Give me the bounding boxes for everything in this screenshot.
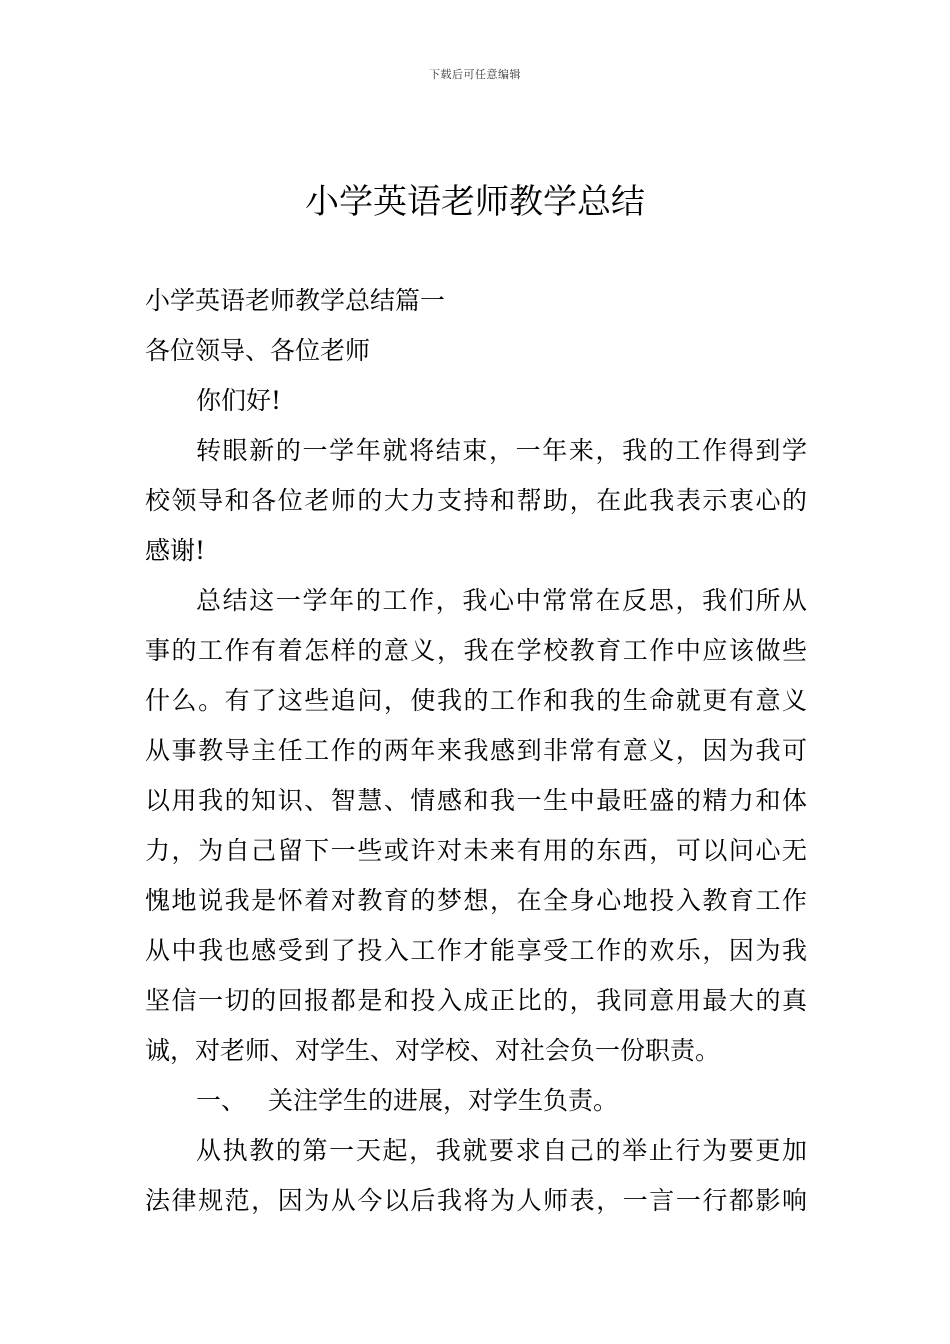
paragraph-line: 校领导和各位老师的大力支持和帮助，在此我表示衷心的 [145,486,807,515]
paragraph-line: 事的工作有着怎样的意义，我在学校教育工作中应该做些 [145,636,807,665]
document-body [145,276,807,1226]
greeting: 你们好! [196,386,282,415]
paragraph-line: 从执教的第一天起，我就要求自己的举止行为要更加 [196,1136,807,1165]
paragraph-line: 以用我的知识、智慧、情感和我一生中最旺盛的精力和体 [145,786,807,815]
paragraph-line: 诚，对老师、对学生、对学校、对社会负一份职责。 [145,1036,721,1065]
paragraph-line: 愧地说我是怀着对教育的梦想，在全身心地投入教育工作 [145,886,807,915]
paragraph-3 [145,1126,807,1226]
document-title: 小学英语老师教学总结 [305,182,645,222]
paragraph-line: 总结这一学年的工作，我心中常常在反思，我们所从 [196,586,807,615]
paragraph-line: 法律规范，因为从今以后我将为人师表，一言一行都影响 [145,1186,807,1215]
paragraph-line: 从中我也感受到了投入工作才能享受工作的欢乐，因为我 [145,936,807,965]
paragraph-line: 力，为自己留下一些或许对未来有用的东西，可以问心无 [145,836,807,865]
paragraph-1 [145,426,807,576]
paragraph-line: 转眼新的一学年就将结束，一年来，我的工作得到学 [196,436,807,465]
paragraph-line: 什么。有了这些追问，使我的工作和我的生命就更有意义 [145,686,807,715]
section-1-text: 关注学生的进展，对学生负责。 [268,1086,619,1115]
salutation: 各位领导、各位老师 [145,336,371,365]
section-1-number: 一、 [196,1086,247,1115]
paragraph-line: 坚信一切的回报都是和投入成正比的，我同意用最大的真 [145,986,807,1015]
paragraph-line: 感谢! [145,536,206,565]
section-heading: 小学英语老师教学总结篇一 [145,286,446,315]
section-1-heading [145,1076,807,1126]
header-note: 下载后可任意编辑 [429,68,521,81]
paragraph-line: 从事教导主任工作的两年来我感到非常有意义，因为我可 [145,736,807,765]
paragraph-2 [145,576,807,1076]
